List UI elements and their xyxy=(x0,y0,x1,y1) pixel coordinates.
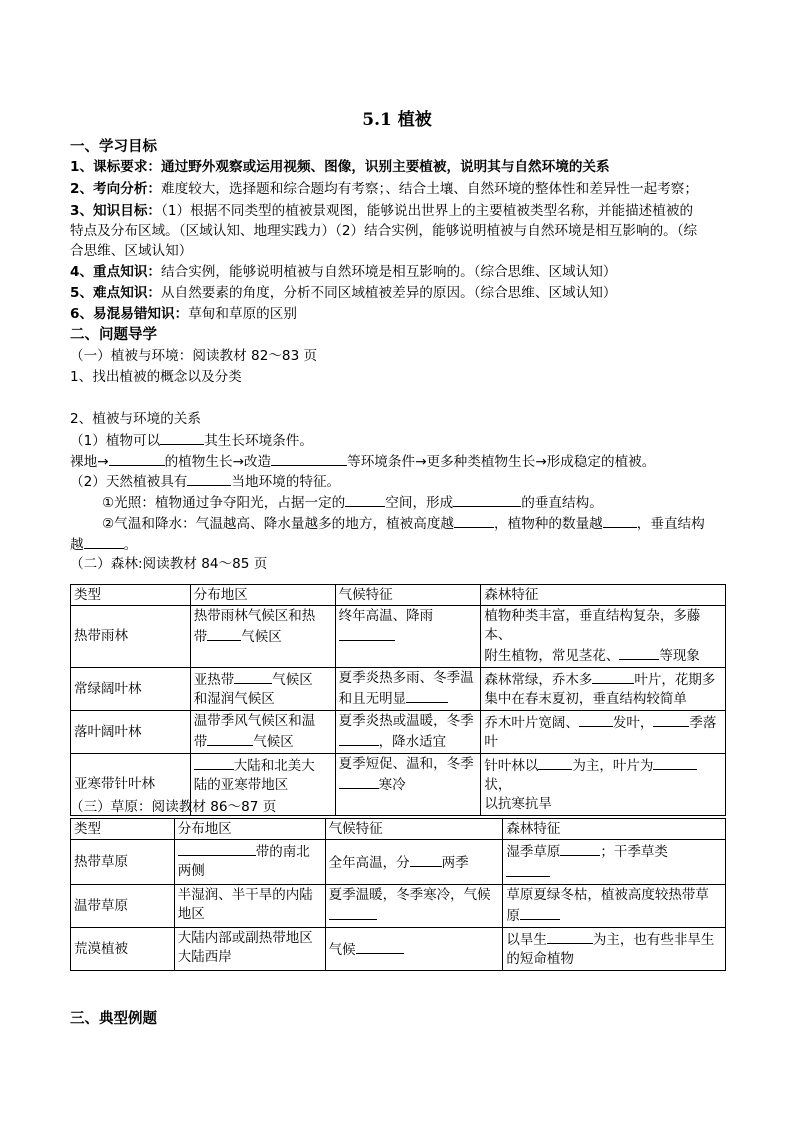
text: 两季 xyxy=(441,854,469,871)
text: 终年高温、降雨 xyxy=(338,608,434,624)
text: 等现象 xyxy=(659,648,700,664)
answer-blank[interactable] xyxy=(603,513,637,528)
answer-blank[interactable] xyxy=(547,929,593,944)
text: 带 xyxy=(193,734,208,750)
text: 陆的亚寒带地区 xyxy=(193,777,289,793)
text: 叶 xyxy=(484,734,498,750)
objective-label: 1、课标要求： xyxy=(70,159,162,175)
answer-blank[interactable] xyxy=(178,841,256,856)
text: 原 xyxy=(506,908,520,924)
table-header: 气候特征 xyxy=(335,585,481,606)
text: 的短命植物 xyxy=(506,951,574,967)
answer-blank[interactable] xyxy=(506,862,550,877)
text: 集中在春末夏初，垂直结构较简单 xyxy=(484,691,687,707)
climate-cell xyxy=(325,928,503,971)
q2-line6 xyxy=(70,534,730,555)
grassland-table xyxy=(70,818,726,971)
section3-heading: 三、典型例题 xyxy=(70,1011,157,1027)
text: 两侧 xyxy=(177,863,205,879)
answer-blank[interactable] xyxy=(579,712,613,727)
text: 地区 xyxy=(177,906,205,922)
text: 越 xyxy=(70,537,84,553)
objective-text: （1）根据不同类型的植被景观图，能够说出世界上的主要植被类型名称，并能描述植被的 xyxy=(161,203,694,219)
feature-cell xyxy=(481,606,726,668)
objective-5 xyxy=(70,283,730,303)
table-row xyxy=(71,840,726,885)
answer-blank[interactable] xyxy=(339,774,379,789)
text: 寒冷 xyxy=(378,777,406,793)
objective-label: 4、重点知识： xyxy=(70,264,162,280)
type-cell: 落叶阔叶林 xyxy=(71,711,191,754)
text: 大陆西岸 xyxy=(177,949,232,965)
part1-title: （一）植被与环境：阅读教材 82～83 页 xyxy=(70,348,318,364)
text: 其生长环境条件。 xyxy=(204,433,313,449)
text: 草原夏绿冬枯，植被高度较热带草 xyxy=(506,887,709,903)
text: 温带季风气候区和温 xyxy=(193,713,316,729)
dist-cell xyxy=(174,885,325,928)
table-header-row xyxy=(71,819,726,840)
text: ；干季草类 xyxy=(600,844,668,860)
text: 气候 xyxy=(328,941,356,958)
table-row xyxy=(71,928,726,971)
text: 全年高温，分 xyxy=(328,854,410,871)
answer-blank[interactable] xyxy=(84,534,124,549)
climate-cell xyxy=(325,885,503,928)
text: 以旱生 xyxy=(506,932,547,948)
table-header: 森林特征 xyxy=(503,819,726,840)
text: 植物种类丰富，垂直结构复杂，多藤本、 xyxy=(484,608,701,643)
objective-text: 难度较大，选择题和综合题均有考察；、结合土壤、自然环境的整体性和差异性一起考察； xyxy=(161,181,698,197)
answer-blank[interactable] xyxy=(187,471,231,486)
text: ，植物种的数量越 xyxy=(494,516,603,532)
text: 针叶林以 xyxy=(484,758,539,774)
table-header: 类型 xyxy=(71,819,175,840)
text: 附生植物，常见茎花、 xyxy=(484,648,620,664)
table-row xyxy=(71,885,726,928)
text: 。 xyxy=(123,537,138,553)
objective-text: 结合实例，能够说明植被与自然环境是相互影响的。（综合思维、区域认知） xyxy=(161,264,617,280)
q2-line3 xyxy=(70,471,730,492)
type-cell: 荒漠植被 xyxy=(71,928,175,971)
answer-blank[interactable] xyxy=(520,905,560,920)
text: 夏季炎热多雨、冬季温 xyxy=(338,670,474,686)
objective-4 xyxy=(70,262,730,282)
text: 亚热带 xyxy=(193,672,235,688)
type-cell: 温带草原 xyxy=(71,885,175,928)
table-row xyxy=(71,606,726,668)
question-1: 1、找出植被的概念以及分类 xyxy=(70,369,242,385)
q2-line2 xyxy=(70,451,730,472)
feature-cell xyxy=(503,840,726,885)
answer-blank[interactable] xyxy=(194,755,234,770)
objective-label: 6、易混易错知识： xyxy=(70,306,189,322)
table-header: 分布地区 xyxy=(190,585,335,606)
text: 为主，叶片为 xyxy=(572,758,654,774)
answer-blank[interactable] xyxy=(339,731,379,746)
climate-cell xyxy=(325,840,503,885)
climate-cell xyxy=(335,668,481,711)
dist-cell xyxy=(174,928,325,971)
text: 气候区 xyxy=(241,629,282,645)
section1-heading: 一、学习目标 xyxy=(70,139,157,155)
answer-blank[interactable] xyxy=(160,430,204,445)
text: 森林常绿，乔木多 xyxy=(484,672,593,688)
answer-blank[interactable] xyxy=(538,755,572,770)
text: 夏季短促、温和，冬季 xyxy=(338,756,474,772)
q2-line5 xyxy=(102,513,762,534)
part2-title: （二）森林:阅读教材 84～85 页 xyxy=(70,556,268,572)
climate-cell xyxy=(335,711,481,754)
dist-cell xyxy=(190,668,335,711)
text: 带的南北 xyxy=(255,844,310,860)
objective-text: 通过野外观察或运用视频、图像，识别主要植被，说明其与自然环境的关系 xyxy=(161,159,610,175)
answer-blank[interactable] xyxy=(453,492,521,507)
text: （1）植物可以 xyxy=(70,433,161,449)
text: 和湿润气候区 xyxy=(193,691,275,707)
question-2: 2、植被与环境的关系 xyxy=(70,411,201,427)
table-header: 森林特征 xyxy=(481,585,726,606)
objective-3-cont: 特点及分布区域。（区域认知、地理实践力）（2）结合实例，能够说明植被与自然环境是相互影响的。（综 xyxy=(70,223,698,239)
answer-blank[interactable] xyxy=(207,731,253,746)
answer-blank[interactable] xyxy=(406,688,448,703)
table-header: 类型 xyxy=(71,585,191,606)
answer-blank[interactable] xyxy=(234,669,272,684)
q2-line4 xyxy=(102,492,762,513)
text: 季落 xyxy=(689,715,717,731)
objective-text: 从自然要素的角度，分析不同区域植被差异的原因。（综合思维、区域认知） xyxy=(161,285,617,301)
answer-blank[interactable] xyxy=(109,451,165,466)
section2-heading: 二、问题导学 xyxy=(70,327,157,343)
answer-blank[interactable] xyxy=(454,513,494,528)
text: 湿季草原 xyxy=(506,844,561,860)
objective-text: 草甸和草原的区别 xyxy=(188,306,297,322)
dist-cell xyxy=(174,840,325,885)
type-cell: 热带雨林 xyxy=(71,606,191,668)
text: 气候区 xyxy=(253,734,294,750)
objective-label: 2、考向分析： xyxy=(70,181,162,197)
table-row xyxy=(71,711,726,754)
answer-blank[interactable] xyxy=(410,852,442,867)
objective-label: 3、知识目标： xyxy=(70,203,162,219)
text: （2）天然植被具有 xyxy=(70,474,188,490)
text: ②气温和降水：气温越高、降水量越多的地方，植被高度越 xyxy=(102,516,455,532)
text: ，垂直结构 xyxy=(636,516,705,532)
text: 热带雨林气候区和热 xyxy=(193,608,316,624)
answer-blank[interactable] xyxy=(560,841,600,856)
answer-blank[interactable] xyxy=(619,645,659,660)
objective-2 xyxy=(70,179,730,199)
type-cell: 热带草原 xyxy=(71,840,175,885)
text: 的垂直结构。 xyxy=(521,495,603,511)
objective-1 xyxy=(70,157,730,177)
text: 大陆和北美大 xyxy=(233,758,315,774)
text: 气候区 xyxy=(272,672,313,688)
part3-title: （三）草原：阅读教材 86～87 页 xyxy=(70,799,277,815)
answer-blank[interactable] xyxy=(329,905,377,920)
text: 半湿润、半干旱的内陆 xyxy=(177,887,313,903)
text: 空间，形成 xyxy=(385,495,454,511)
text: ，降水适宜 xyxy=(378,734,447,750)
answer-blank[interactable] xyxy=(339,626,395,641)
text: 和且无明显 xyxy=(338,691,407,707)
text: 以抗寒抗旱 xyxy=(484,796,552,812)
table-header: 分布地区 xyxy=(174,819,325,840)
table-header-row xyxy=(71,585,726,606)
text: 的植物生长→改造 xyxy=(164,454,272,470)
answer-blank[interactable] xyxy=(356,939,404,954)
table-header: 气候特征 xyxy=(325,819,503,840)
answer-blank[interactable] xyxy=(653,712,689,727)
text: 等环境条件→更多种类植物生长→形成稳定的植被。 xyxy=(347,454,656,470)
text: 发叶， xyxy=(612,715,654,731)
climate-cell xyxy=(335,606,481,668)
type-cell: 亚寒带针叶林 xyxy=(71,754,191,816)
answer-blank[interactable] xyxy=(345,492,385,507)
text: 乔木叶片宽阔、 xyxy=(484,715,579,731)
objective-3 xyxy=(70,201,730,221)
answer-blank[interactable] xyxy=(271,451,347,466)
answer-blank[interactable] xyxy=(592,669,634,684)
text: 带 xyxy=(193,629,208,645)
text: 状， xyxy=(484,777,512,793)
feature-cell xyxy=(481,668,726,711)
objective-3-cont: 合思维、区域认知） xyxy=(70,243,193,259)
answer-blank[interactable] xyxy=(207,626,241,641)
page-title: 5.1 植被 xyxy=(362,110,432,130)
feature-cell xyxy=(503,885,726,928)
text: 大陆内部或副热带地区 xyxy=(177,930,313,946)
feature-cell xyxy=(481,711,726,754)
text: 夏季炎热或温暖，冬季 xyxy=(338,713,474,729)
text: 为主，也有些非旱生 xyxy=(592,932,715,948)
text: 夏季温暖，冬季寒冷，气候 xyxy=(328,887,491,903)
feature-cell xyxy=(503,928,726,971)
table-row xyxy=(71,668,726,711)
forest-table xyxy=(70,584,726,816)
text: 叶片，花期多 xyxy=(634,672,716,688)
dist-cell xyxy=(190,606,335,668)
objective-6 xyxy=(70,304,730,324)
text: ①光照：植物通过争夺阳光，占据一定的 xyxy=(102,495,346,511)
text: 当地环境的特征。 xyxy=(231,474,341,490)
type-cell: 常绿阔叶林 xyxy=(71,668,191,711)
objective-label: 5、难点知识： xyxy=(70,285,162,301)
text: 裸地→ xyxy=(70,454,109,470)
answer-blank[interactable] xyxy=(653,755,697,770)
dist-cell xyxy=(190,711,335,754)
q2-line1 xyxy=(70,430,730,451)
